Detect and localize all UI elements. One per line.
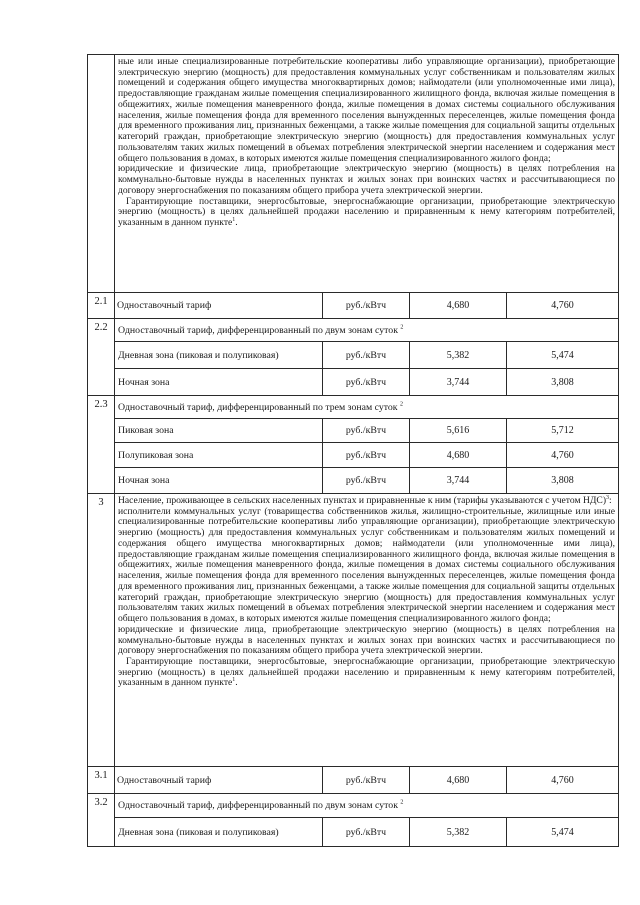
table-row bbox=[88, 494, 619, 767]
table-row bbox=[88, 55, 619, 293]
zone-label: Пиковая зона bbox=[115, 419, 323, 443]
value-cell: 4,680 bbox=[410, 293, 507, 319]
row-number: 3.1 bbox=[88, 767, 115, 794]
value-cell: 3,808 bbox=[507, 369, 619, 396]
unit-cell: руб./кВтч bbox=[323, 293, 410, 319]
value-cell: 5,382 bbox=[410, 818, 507, 847]
unit-cell: руб./кВтч bbox=[323, 767, 410, 794]
table-row bbox=[88, 369, 619, 396]
table-row bbox=[88, 443, 619, 468]
value-cell: 3,744 bbox=[410, 369, 507, 396]
paragraph: Гарантирующие поставщики, энергосбытовые, энергоснабжающие организации, приобретающие электрическую энергию (мощность) в целях дальнейшей продажи населению и приравненным к нему категориям потребителей, указанным в данном пункте$^1$. bbox=[118, 195, 616, 229]
value-cell: 3,808 bbox=[507, 468, 619, 494]
tariff-group-header: Одноставочный тариф, дифференцированный по двум зонам суток $^2$ bbox=[115, 319, 619, 342]
paragraph: Население, проживающее в сельских населенных пунктах и приравненные к ним (тарифы указываются с учетом НДС)$^3$: bbox=[118, 494, 612, 506]
zone-label: Дневная зона (пиковая и полупиковая) bbox=[115, 342, 323, 369]
paragraph: ные или иные специализированные потребительские кооперативы либо управляющие организации), приобретающие электрическую энергию (мощность) для предоставления коммунальных услуг собственникам и пользователям жилых помещений и содержания общего имущества многоквартирных домов; наймодатели (или уполномоченные ими лица), предоставляющие гражданам жилые помещения специализированного жилищного фонда, включая жилые помещения в общежитиях, жилые помещения маневренного фонда, жилые помещения в домах системы социального обслуживания населения, жилые помещения фонда для временного поселения вынужденных переселенцев, жилые помещения фонда для временного проживания лиц, признанных беженцами, а также жилые помещения для социальной защиты отдельных категорий граждан, приобретающие электрическую энергию (мощность) для предоставления коммунальных услуг пользователям таких жилых помещений в объемах потребления электрической энергии населением и содержания мест общего пользования в домах, в которых имеются жилые помещения специализированного жилого фонда; bbox=[118, 56, 616, 164]
unit-cell: руб./кВтч bbox=[323, 342, 410, 369]
table-row bbox=[88, 767, 619, 794]
value-cell: 5,616 bbox=[410, 419, 507, 443]
row-number: 2.3 bbox=[88, 396, 115, 494]
zone-label: Ночная зона bbox=[115, 468, 323, 494]
unit-cell: руб./кВтч bbox=[323, 369, 410, 396]
section-2-text bbox=[115, 55, 619, 293]
value-cell: 5,712 bbox=[507, 419, 619, 443]
table-row bbox=[88, 794, 619, 818]
row-number: 3.2 bbox=[88, 794, 115, 847]
tariff-group-header: Одноставочный тариф, дифференцированный по трем зонам суток $^2$ bbox=[115, 396, 619, 419]
value-cell: 4,680 bbox=[410, 443, 507, 468]
table-row bbox=[88, 468, 619, 494]
tariff-table bbox=[87, 54, 619, 847]
paragraph: юридические и физические лица, приобретающие электрическую энергию (мощность) в целях потребления на коммунально-бытовые нужды в населенных пунктах и жилых зонах при воинских частях и рассчитывающиеся по договору энергоснабжения по показаниям общего прибора учета электрической энергии. bbox=[118, 623, 616, 657]
paragraph: Гарантирующие поставщики, энергосбытовые, энергоснабжающие организации, приобретающие электрическую энергию (мощность) в целях дальнейшей продажи населению и приравненным к нему категориям потребителей, указанным в данном пункте$^1$. bbox=[118, 656, 616, 689]
value-cell: 5,382 bbox=[410, 342, 507, 369]
table-row bbox=[88, 818, 619, 847]
table-row bbox=[88, 419, 619, 443]
unit-cell: руб./кВтч bbox=[323, 419, 410, 443]
unit-cell: руб./кВтч bbox=[323, 468, 410, 494]
value-cell: 4,760 bbox=[507, 767, 619, 794]
value-cell: 5,474 bbox=[507, 342, 619, 369]
row-number: 2.1 bbox=[88, 293, 115, 319]
paragraph: исполнители коммунальных услуг (товарищества собственников жилья, жилищно-строительные, жилищные или иные специализированные потребительские кооперативы либо управляющие организации), приобретающие электрическую энергию (мощность) для предоставления коммунальных услуг собственникам и пользователям жилых помещений и содержания общего имущества многоквартирных домов; наймодатели (или уполномоченные ими лица), предоставляющие гражданам жилые помещения специализированного жилищного фонда, включая жилые помещения в общежитиях, жилые помещения маневренного фонда, жилые помещения в домах системы социального обслуживания населения, жилые помещения фонда для временного поселения вынужденных переселенцев, жилые помещения фонда для временного проживания лиц, признанных беженцами, а также жилые помещения для социальной защиты отдельных категорий граждан, приобретающие электрическую энергию (мощность) для предоставления коммунальных услуг пользователям таких жилых помещений в объемах потребления электрической энергии населением и содержания мест общего пользования в домах, в которых имеются жилые помещения специализированного жилого фонда; bbox=[118, 505, 616, 625]
tariff-label: Одноставочный тариф bbox=[115, 293, 323, 319]
table-row bbox=[88, 342, 619, 369]
value-cell: 4,760 bbox=[507, 293, 619, 319]
tariff-group-header: Одноставочный тариф, дифференцированный по двум зонам суток $^2$ bbox=[115, 794, 619, 818]
value-cell: 4,760 bbox=[507, 443, 619, 468]
value-cell: 4,680 bbox=[410, 767, 507, 794]
zone-label: Ночная зона bbox=[115, 369, 323, 396]
table-row bbox=[88, 293, 619, 319]
value-cell: 5,474 bbox=[507, 818, 619, 847]
unit-cell: руб./кВтч bbox=[323, 443, 410, 468]
paragraph: юридические и физические лица, приобретающие электрическую энергию (мощность) в целях потребления на коммунально-бытовые нужды в населенных пунктах и жилых зонах при воинских частях и рассчитывающиеся по договору энергоснабжения по показаниям общего прибора учета электрической энергии. bbox=[118, 163, 616, 196]
value-cell: 3,744 bbox=[410, 468, 507, 494]
table-row bbox=[88, 396, 619, 419]
row-number: 3 bbox=[88, 494, 115, 767]
zone-label: Дневная зона (пиковая и полупиковая) bbox=[115, 818, 323, 847]
tariff-label: Одноставочный тариф bbox=[115, 767, 323, 794]
table-row bbox=[88, 319, 619, 342]
zone-label: Полупиковая зона bbox=[115, 443, 323, 468]
section-3-text bbox=[115, 494, 619, 767]
unit-cell: руб./кВтч bbox=[323, 818, 410, 847]
row-number: 2.2 bbox=[88, 319, 115, 396]
